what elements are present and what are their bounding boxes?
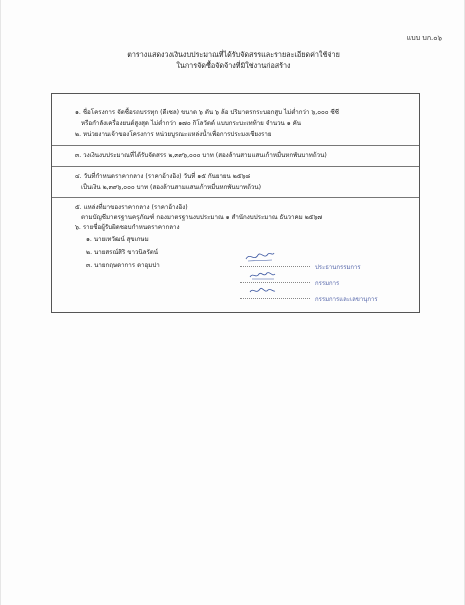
form-code: แบบ บก.๐๖	[406, 34, 442, 42]
document-title-line2: ในการจัดซื้อจัดจ้างที่มิใช่งานก่อสร้าง	[176, 61, 291, 70]
item-4-line-a: ๔. วันที่กำหนดราคากลาง (ราคาอ้างอิง) วันที่ ๑๕ กันยายน ๒๕๖๘	[75, 173, 251, 180]
signature-line-2	[240, 282, 310, 283]
item-6: ๖. รายชื่อผู้รับผิดชอบกำหนดราคากลาง	[75, 224, 180, 231]
document-title-line1: ตารางแสดงวงเงินงบประมาณที่ได้รับจัดสรรและรายละเอียดค่าใช้จ่าย	[127, 50, 340, 59]
item-5-line-a: ๕. แหล่งที่มาของราคากลาง (ราคาอ้างอิง)	[75, 204, 188, 211]
signature-scribble-3	[248, 285, 276, 297]
committee-member-1: ๑. นายเทวัฒน์ สุขเกษม	[86, 236, 149, 243]
signature-scribble-1	[244, 250, 276, 264]
details-box	[51, 93, 420, 313]
item-3: ๓. วงเงินงบประมาณที่ได้รับจัดสรร ๒,๓๙๖,๐๐๐ บาท (สองล้านสามแสนเก้าหมื่นหกพันบาทถ้วน)	[75, 152, 327, 159]
signature-role-2: กรรมการ	[315, 280, 340, 287]
item-1-line-a: ๑. ชื่อโครงการ จัดซื้อรถบรรทุก (ดีเซล) ขนาด ๖ ตัน ๖ ล้อ ปริมาตรกระบอกสูบ ไม่ต่ำกว่า ๖,๐๐๐ ซีซี	[75, 109, 339, 116]
separator	[52, 197, 419, 198]
signature-line-1	[240, 266, 310, 267]
committee-member-2: ๒. นายสรณ์สิริ ขาวนิลรัตน์	[86, 249, 159, 256]
item-5-line-b: ตามบัญชีมาตรฐานครุภัณฑ์ กองมาตรฐานงบประมาณ ๑ สำนักงบประมาณ ธันวาคม ๒๕๖๗	[81, 214, 323, 221]
item-2: ๒. หน่วยงานเจ้าของโครงการ หน่วยบูรณะแหล่งน้ำเพื่อการประมงเชียงราย	[75, 131, 272, 138]
item-4-line-b: เป็นเงิน ๒,๓๙๖,๐๐๐ บาท (สองล้านสามแสนเก้าหมื่นหกพันบาทถ้วน)	[81, 184, 261, 191]
signature-role-3: กรรมการและเลขานุการ	[315, 296, 378, 303]
signature-line-3	[240, 298, 310, 299]
signature-scribble-2	[249, 269, 277, 281]
item-1-line-b: หรือกำลังเครื่องยนต์สูงสุด ไม่ต่ำกว่า ๑๗๐ กิโลวัตต์ แบบกระบะเทท้าย จำนวน ๑ คัน	[81, 120, 301, 127]
signature-role-1: ประธานกรรมการ	[315, 264, 361, 271]
separator	[52, 145, 419, 146]
committee-member-3: ๓. นายกฤษดาการ ดาอุมปา	[86, 262, 160, 269]
separator	[52, 166, 419, 167]
